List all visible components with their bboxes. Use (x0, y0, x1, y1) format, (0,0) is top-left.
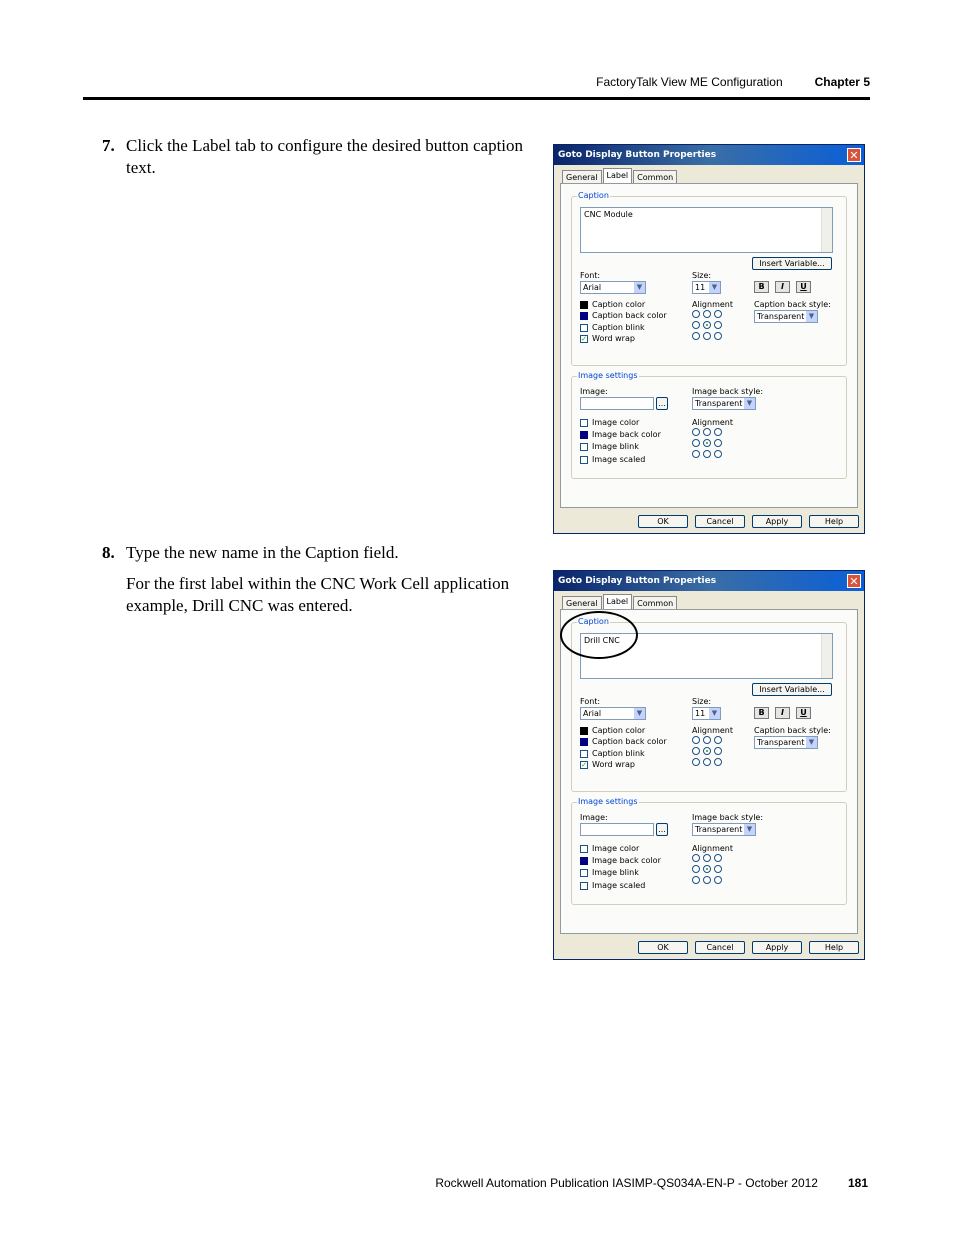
apply-button[interactable]: Apply (752, 941, 802, 954)
font-value: Arial (583, 283, 602, 292)
caption-group-label: Caption (578, 617, 609, 626)
caption-alignment-radio[interactable] (692, 747, 700, 755)
image-alignment-radio[interactable] (692, 865, 700, 873)
image-blink-checkbox[interactable] (580, 443, 588, 451)
image-alignment-radio[interactable] (692, 876, 700, 884)
image-back-style-value: Transparent (695, 399, 743, 408)
image-alignment-radio[interactable] (714, 854, 722, 862)
image-scaled-label: Image scaled (592, 455, 646, 464)
caption-value: CNC Module (584, 210, 633, 219)
caption-alignment-radio[interactable] (703, 332, 711, 340)
tab-common[interactable]: Common (633, 596, 677, 610)
dialog-title: Goto Display Button Properties (554, 571, 864, 591)
step-text: Type the new name in the Caption field. (126, 543, 399, 562)
underline-button[interactable]: U (796, 281, 811, 293)
caption-value: Drill CNC (584, 636, 620, 645)
image-alignment-radio[interactable] (703, 876, 711, 884)
step-note: For the first label within the CNC Work Cell application example, Drill CNC was entered. (126, 574, 510, 615)
ok-button[interactable]: OK (638, 941, 688, 954)
image-alignment-radio[interactable] (714, 865, 722, 873)
caption-alignment-radio[interactable] (692, 736, 700, 744)
tab-label[interactable]: Label (603, 168, 633, 184)
page-footer (435, 1176, 868, 1190)
font-select[interactable] (580, 281, 646, 294)
chevron-down-icon: ▼ (806, 737, 817, 748)
image-alignment-label: Alignment (692, 844, 733, 853)
image-back-color-label: Image back color (592, 856, 661, 865)
step-number: 7. (102, 136, 115, 155)
caption-alignment-radio[interactable] (714, 747, 722, 755)
image-alignment-radio[interactable] (703, 865, 711, 873)
image-color-label: Image color (592, 844, 640, 853)
image-alignment-label: Alignment (692, 418, 733, 427)
header-rule (83, 97, 870, 100)
header-title: FactoryTalk View ME Configuration (596, 75, 783, 89)
image-input[interactable] (580, 823, 654, 836)
image-settings-label: Image settings (578, 371, 638, 380)
help-button[interactable]: Help (809, 515, 859, 528)
step-text: Click the Label tab to configure the desired button caption text. (126, 136, 524, 177)
caption-alignment-radio[interactable] (703, 321, 711, 329)
image-alignment-radio[interactable] (692, 428, 700, 436)
size-value: 11 (695, 283, 706, 292)
dialog-title: Goto Display Button Properties (554, 145, 864, 165)
caption-back-color-label: Caption back color (592, 311, 667, 320)
properties-dialog-1 (553, 144, 865, 534)
footer-publication: Rockwell Automation Publication IASIMP-QS034A-EN-P - October 2012 (435, 1176, 818, 1190)
image-scaled-checkbox[interactable] (580, 882, 588, 890)
image-alignment-radio[interactable] (714, 876, 722, 884)
caption-input[interactable] (580, 207, 833, 253)
caption-color-label: Caption color (592, 726, 646, 735)
caption-color-swatch[interactable] (580, 727, 588, 735)
image-scaled-label: Image scaled (592, 881, 646, 890)
bold-button[interactable]: B (754, 281, 769, 293)
caption-alignment-radio[interactable] (714, 332, 722, 340)
chevron-down-icon: ▼ (709, 282, 720, 293)
step-8 (102, 542, 542, 617)
properties-dialog-2 (553, 570, 865, 960)
caption-alignment-radio[interactable] (714, 758, 722, 766)
image-alignment-radio[interactable] (692, 450, 700, 458)
image-back-style-value: Transparent (695, 825, 743, 834)
caption-back-style-value: Transparent (757, 312, 805, 321)
browse-button[interactable]: ... (656, 397, 668, 410)
size-label: Size: (692, 697, 712, 706)
chevron-down-icon: ▼ (709, 708, 720, 719)
font-label: Font: (580, 697, 601, 706)
image-color-checkbox[interactable] (580, 845, 588, 853)
caption-alignment-radio[interactable] (714, 736, 722, 744)
close-icon[interactable]: ✕ (847, 574, 861, 588)
cancel-button[interactable]: Cancel (695, 515, 745, 528)
caption-alignment-radio[interactable] (692, 321, 700, 329)
caption-alignment-radio[interactable] (692, 758, 700, 766)
word-wrap-checkbox[interactable]: ✓ (581, 761, 587, 769)
word-wrap-label: Word wrap (592, 334, 635, 343)
caption-back-color-swatch[interactable] (580, 738, 588, 746)
caption-back-color-label: Caption back color (592, 737, 667, 746)
caption-back-color-swatch[interactable] (580, 312, 588, 320)
image-label: Image: (580, 813, 608, 822)
bold-button[interactable]: B (754, 707, 769, 719)
caption-blink-label: Caption blink (592, 323, 645, 332)
image-alignment-radio[interactable] (703, 428, 711, 436)
size-label: Size: (692, 271, 712, 280)
image-blink-label: Image blink (592, 868, 639, 877)
ok-button[interactable]: OK (638, 515, 688, 528)
caption-alignment-radio[interactable] (692, 310, 700, 318)
tab-panel (560, 183, 858, 508)
image-alignment-radio[interactable] (692, 854, 700, 862)
caption-back-style-value: Transparent (757, 738, 805, 747)
image-settings-label: Image settings (578, 797, 638, 806)
caption-back-style-select[interactable] (754, 736, 818, 749)
caption-alignment-radio[interactable] (703, 736, 711, 744)
image-alignment-radio[interactable] (703, 450, 711, 458)
image-alignment-radio[interactable] (714, 439, 722, 447)
caption-scrollbar[interactable] (821, 208, 832, 252)
chevron-down-icon: ▼ (806, 311, 817, 322)
caption-blink-checkbox[interactable] (580, 750, 588, 758)
browse-button[interactable]: ... (656, 823, 668, 836)
underline-button[interactable]: U (796, 707, 811, 719)
caption-back-style-select[interactable] (754, 310, 818, 323)
step-7 (102, 135, 542, 179)
running-header (596, 75, 870, 89)
size-value: 11 (695, 709, 706, 718)
caption-back-style-label: Caption back style: (754, 300, 831, 309)
caption-group (571, 191, 847, 366)
tab-general[interactable]: General (562, 596, 602, 610)
caption-color-swatch[interactable] (580, 301, 588, 309)
caption-blink-checkbox[interactable] (580, 324, 588, 332)
tab-label[interactable]: Label (603, 594, 633, 610)
insert-variable-button[interactable]: Insert Variable... (752, 257, 832, 270)
word-wrap-checkbox[interactable]: ✓ (581, 335, 587, 343)
image-back-style-select[interactable] (692, 823, 756, 836)
tab-common[interactable]: Common (633, 170, 677, 184)
chevron-down-icon: ▼ (744, 398, 755, 409)
page-number: 181 (847, 1176, 868, 1190)
word-wrap-label: Word wrap (592, 760, 635, 769)
caption-alignment-radio[interactable] (703, 747, 711, 755)
caption-scrollbar[interactable] (821, 634, 832, 678)
caption-alignment-radio[interactable] (692, 332, 700, 340)
header-chapter: Chapter 5 (814, 75, 870, 89)
image-scaled-checkbox[interactable] (580, 456, 588, 464)
image-alignment-radio[interactable] (692, 439, 700, 447)
italic-button[interactable]: I (775, 707, 790, 719)
caption-blink-label: Caption blink (592, 749, 645, 758)
caption-alignment-radio[interactable] (703, 310, 711, 318)
image-alignment-radio[interactable] (703, 439, 711, 447)
image-settings-group (571, 371, 847, 479)
highlight-circle (560, 611, 638, 659)
chevron-down-icon: ▼ (634, 708, 645, 719)
image-color-checkbox[interactable] (580, 419, 588, 427)
image-blink-checkbox[interactable] (580, 869, 588, 877)
image-back-style-label: Image back style: (692, 813, 764, 822)
image-alignment-radio[interactable] (703, 854, 711, 862)
step-number: 8. (102, 543, 115, 562)
size-select[interactable] (692, 707, 721, 720)
insert-variable-button[interactable]: Insert Variable... (752, 683, 832, 696)
cancel-button[interactable]: Cancel (695, 941, 745, 954)
alignment-label: Alignment (692, 300, 733, 309)
font-value: Arial (583, 709, 602, 718)
image-settings-group (571, 797, 847, 905)
image-back-style-select[interactable] (692, 397, 756, 410)
caption-alignment-radio[interactable] (714, 310, 722, 318)
image-blink-label: Image blink (592, 442, 639, 451)
image-label: Image: (580, 387, 608, 396)
image-color-label: Image color (592, 418, 640, 427)
image-alignment-radio[interactable] (714, 450, 722, 458)
chevron-down-icon: ▼ (634, 282, 645, 293)
image-input[interactable] (580, 397, 654, 410)
size-select[interactable] (692, 281, 721, 294)
chevron-down-icon: ▼ (744, 824, 755, 835)
font-select[interactable] (580, 707, 646, 720)
image-back-color-label: Image back color (592, 430, 661, 439)
caption-color-label: Caption color (592, 300, 646, 309)
italic-button[interactable]: I (775, 281, 790, 293)
caption-group-label: Caption (578, 191, 609, 200)
close-icon[interactable]: ✕ (847, 148, 861, 162)
apply-button[interactable]: Apply (752, 515, 802, 528)
caption-back-style-label: Caption back style: (754, 726, 831, 735)
caption-alignment-radio[interactable] (703, 758, 711, 766)
tab-general[interactable]: General (562, 170, 602, 184)
help-button[interactable]: Help (809, 941, 859, 954)
image-back-color-swatch[interactable] (580, 857, 588, 865)
font-label: Font: (580, 271, 601, 280)
image-back-color-swatch[interactable] (580, 431, 588, 439)
image-back-style-label: Image back style: (692, 387, 764, 396)
caption-alignment-radio[interactable] (714, 321, 722, 329)
image-alignment-radio[interactable] (714, 428, 722, 436)
alignment-label: Alignment (692, 726, 733, 735)
